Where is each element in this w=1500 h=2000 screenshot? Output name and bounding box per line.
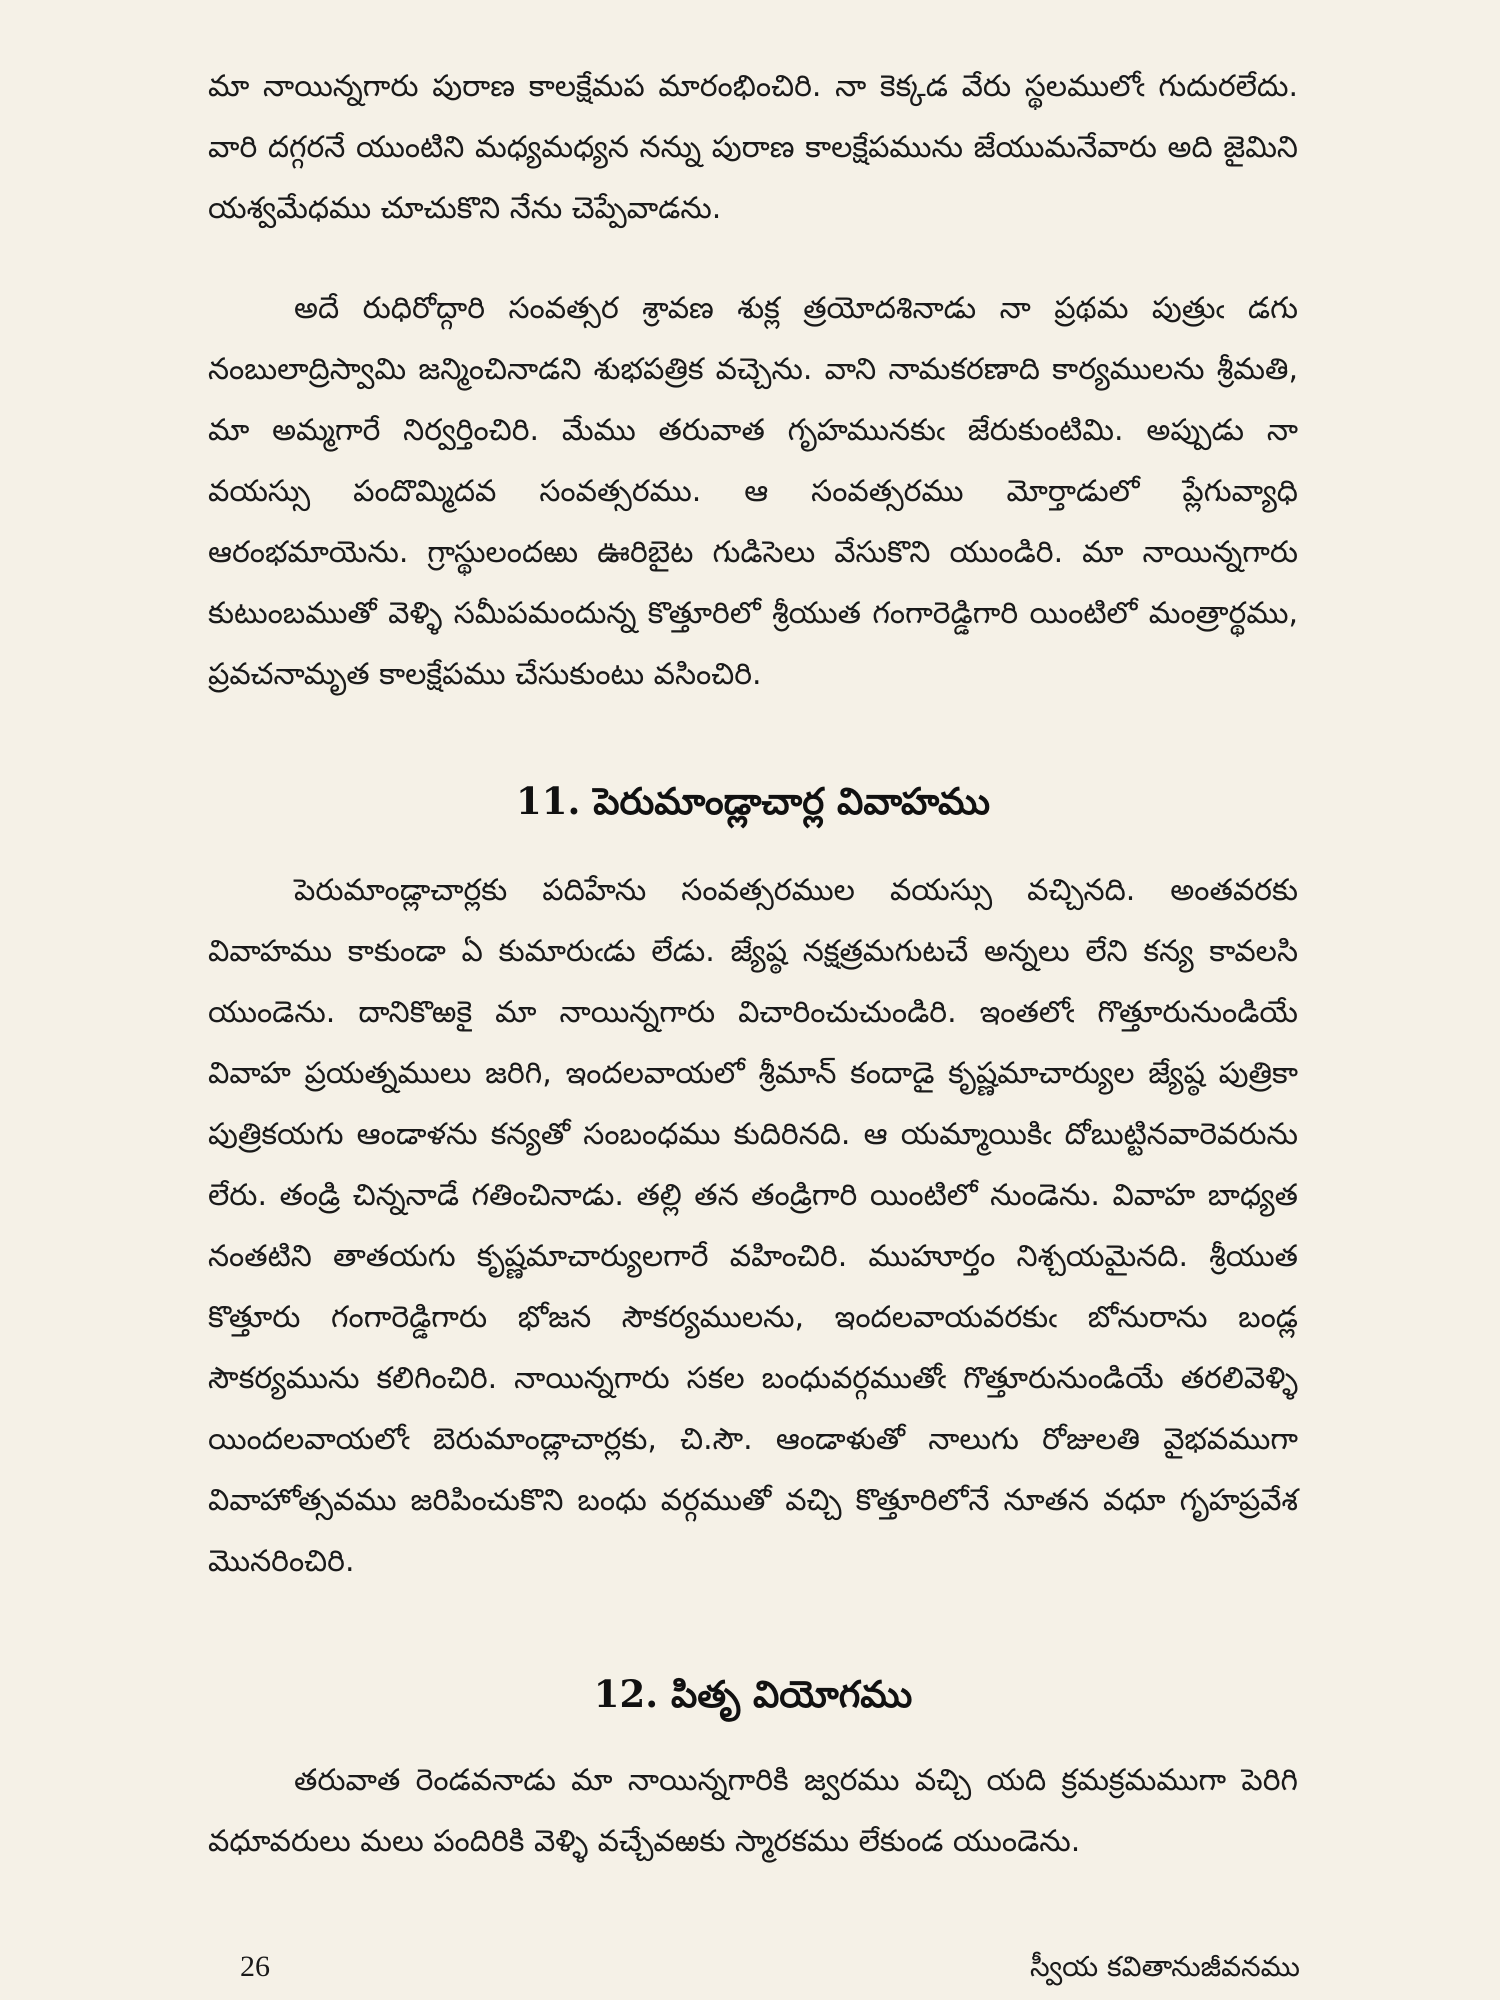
page-number: 26 <box>240 1950 270 1983</box>
section-heading-12: 12. పితృ వియోగము <box>593 1672 913 1716</box>
paragraph-continuation: మా నాయిన్నగారు పురాణ కాలక్షేమప మారంభించిరి. నా కెక్కడ వేరు స్థలములోఁ గుదురలేదు. వారి దగ్గరనే యుంటిని మధ్యమధ్యన నన్ను పురాణ కాలక్షేపమును జేయుమనేవారు అది జైమిని యశ్వమేధము చూచుకొని నేను చెప్పేవాడను. <box>208 69 1298 226</box>
paragraph-father-illness: తరువాత రెండవనాడు మా నాయిన్నగారికి జ్వరము వచ్చి యది క్రమక్రమముగా పెరిగి వధూవరులు మలు పందిరికి వెళ్ళి వచ్చేవఱకు స్మారకము లేకుండ యుండెను. <box>208 1763 1298 1859</box>
section-heading-11: 11. పెరుమాండ్లాచార్ల వివాహము <box>515 779 990 823</box>
paragraph-block-3 <box>208 860 1298 1592</box>
page-footer <box>0 1950 1500 1990</box>
paragraph-block-4 <box>208 1750 1298 1872</box>
running-book-title: స్వీయ కవితానుజీవనము <box>1029 1950 1300 1983</box>
paragraph-block-1 <box>208 56 1298 239</box>
paragraph-marriage: పెరుమాండ్లాచార్లకు పదిహేను సంవత్సరముల వయస్సు వచ్చినది. అంతవరకు వివాహము కాకుండా ఏ కుమారుఁడు లేడు. జ్యేష్ఠ నక్షత్రమగుటచే అన్నలు లేని కన్య కావలసి యుండెను. దానికొఱకై మా నాయిన్నగారు విచారించుచుండిరి. ఇంతలోఁ గొత్తూరునుండియే వివాహ ప్రయత్నములు జరిగి, ఇందలవాయలో శ్రీమాన్ కందాడై కృష్ణమాచార్యుల జ్యేష్ఠ పుత్రికా పుత్రికయగు ఆండాళను కన్యతో సంబంధము కుదిరినది. ఆ యమ్మాయికిఁ దోబుట్టినవారెవరును లేరు. తండ్రి చిన్ననాడే గతించినాడు. తల్లి తన తండ్రిగారి యింటిలో నుండెను. వివాహ బాధ్యత నంతటిని తాతయగు కృష్ణమాచార్యులగారే వహించిరి. ముహూర్తం నిశ్చయమైనది. శ్రీయుత కొత్తూరు గంగారెడ్డిగారు భోజన సౌకర్యములను, ఇందలవాయవరకుఁ బోనురాను బండ్ల సౌకర్యమును కలిగించిరి. నాయిన్నగారు సకల బంధువర్గముతోఁ గొత్తూరునుండియే తరలివెళ్ళి యిందలవాయలోఁ బెరుమాండ్లాచార్లకు, చి.సౌ. ఆండాళుతో నాలుగు రోజులతి వైభవముగా వివాహోత్సవము జరిపించుకొని బంధు వర్గముతో వచ్చి కొత్తూరిలోనే నూతన వధూ గృహప్రవేశ మొనరించిరి. <box>208 873 1298 1579</box>
paragraph-block-2 <box>208 278 1298 705</box>
paragraph-son-birth: అదే రుధిరోద్గారి సంవత్సర శ్రావణ శుక్ల త్రయోదశినాడు నా ప్రథమ పుత్రుఁ డగు నంబులాద్రిస్వామి జన్మించినాడని శుభపత్రిక వచ్చెను. వాని నామకరణాది కార్యములను శ్రీమతి, మా అమ్మగారే నిర్వర్తించిరి. మేము తరువాత గృహమునకుఁ జేరుకుంటిమి. అప్పుడు నా వయస్సు పందొమ్మిదవ సంవత్సరము. ఆ సంవత్సరము మోర్తాడులో ప్లేగువ్యాధి ఆరంభమాయెను. గ్రాస్థులందఱు ఊరిబైట గుడిసెలు వేసుకొని యుండిరి. మా నాయిన్నగారు కుటుంబముతో వెళ్ళి సమీపమందున్న కొత్తూరిలో శ్రీయుత గంగారెడ్డిగారి యింటిలో మంత్రార్థము, ప్రవచనామృత కాలక్షేపము చేసుకుంటు వసించిరి. <box>208 291 1298 692</box>
